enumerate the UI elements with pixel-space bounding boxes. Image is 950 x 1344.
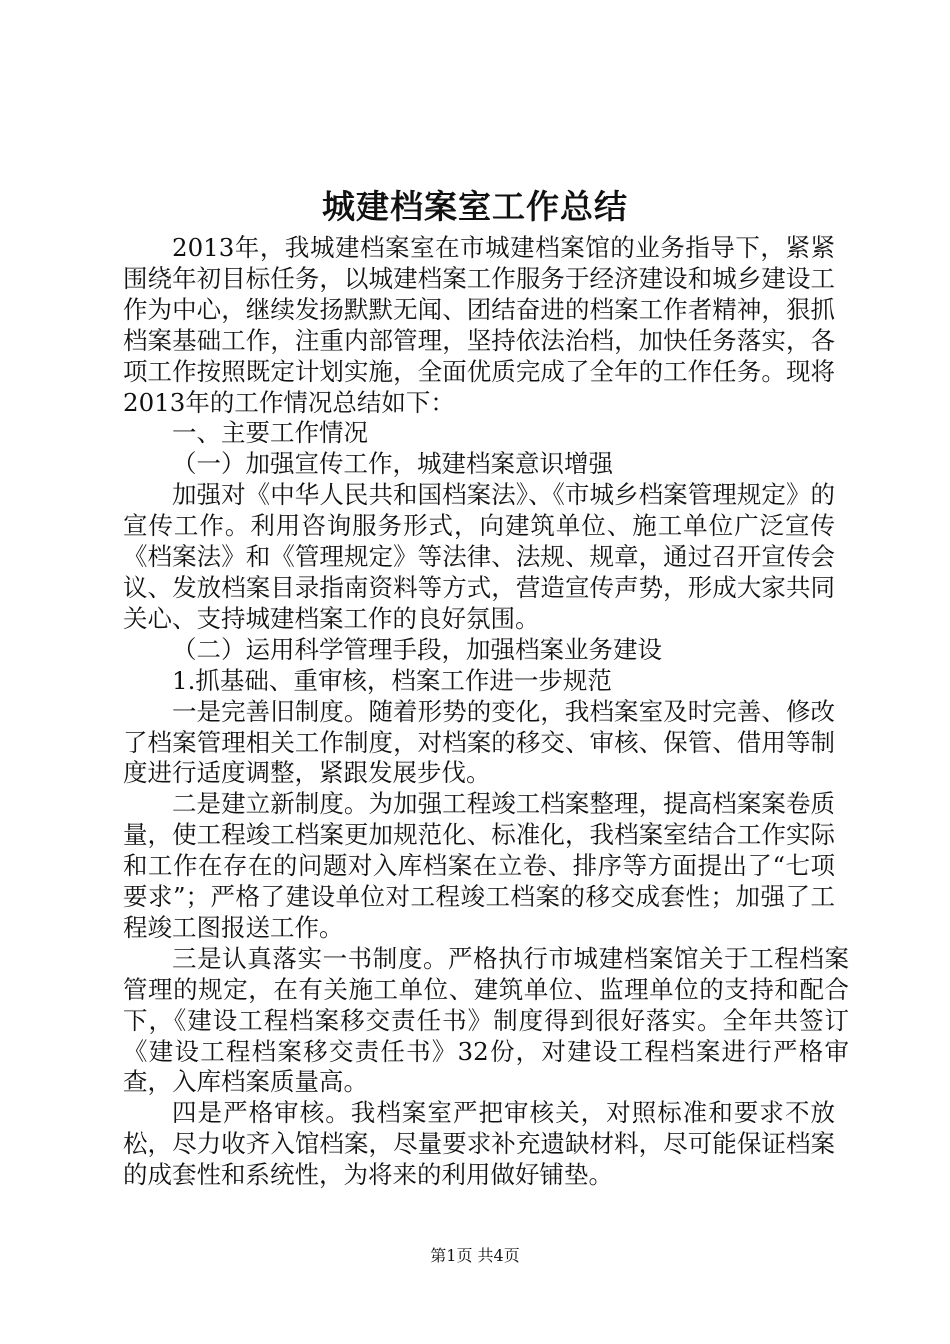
document-body <box>123 233 849 1191</box>
paragraph-new-rules: 二是建立新制度。为加强工程竣工档案整理，提高档案案卷质量，使工程竣工档案更加规范化、标准化，我档案室结合工作实际和工作在存在的问题对入库档案在立卷、排序等方面提出了“七项要求”；严格了建设单位对工程竣工档案的移交成套性；加强了工程竣工图报送工作。 <box>123 789 835 942</box>
subheading-foundation: 1.抓基础、重审核，档案工作进一步规范 <box>172 665 612 695</box>
document-title: 城建档案室工作总结 <box>322 187 628 226</box>
paragraph-publicity: 加强对《中华人民共和国档案法》、《市城乡档案管理规定》的宣传工作。利用咨询服务形式，向建筑单位、施工单位广泛宣传《档案法》和《管理规定》等法律、法规、规章，通过召开宣传会议、发放档案目录指南资料等方式，营造宣传声势，形成大家共同关心、支持城建档案工作的良好氛围。 <box>123 480 835 633</box>
subheading-management: （二）运用科学管理手段，加强档案业务建设 <box>172 634 662 664</box>
paragraph-old-rules: 一是完善旧制度。随着形势的变化，我档案室及时完善、修改了档案管理相关工作制度，对档案的移交、审核、保管、借用等制度进行适度调整，紧跟发展步伐。 <box>123 696 835 788</box>
heading-main-work: 一、主要工作情况 <box>172 418 368 448</box>
page-footer: 第1页 共4页 <box>430 1246 520 1265</box>
paragraph-review: 四是严格审核。我档案室严把审核关，对照标准和要求不放松，尽力收齐入馆档案，尽量要求补充遗缺材料，尽可能保证档案的成套性和系统性，为将来的利用做好铺垫。 <box>123 1098 835 1190</box>
subheading-publicity: （一）加强宣传工作，城建档案意识增强 <box>172 449 613 479</box>
paragraph-intro: 2013年，我城建档案室在市城建档案馆的业务指导下，紧紧围绕年初目标任务，以城建档案工作服务于经济建设和城乡建设工作为中心，继续发扬默默无闻、团结奋进的档案工作者精神，狠抓档案基础工作，注重内部管理，坚持依法治档，加快任务落实，各项工作按照既定计划实施，全面优质完成了全年的工作任务。现将2013年的工作情况总结如下： <box>123 233 835 417</box>
paragraph-responsibility: 三是认真落实一书制度。严格执行市城建档案馆关于工程档案管理的规定，在有关施工单位、建筑单位、监理单位的支持和配合下，《建设工程档案移交责任书》制度得到很好落实。全年共签订《建设工程档案移交责任书》32份，对建设工程档案进行严格审查，入库档案质量高。 <box>123 943 849 1097</box>
